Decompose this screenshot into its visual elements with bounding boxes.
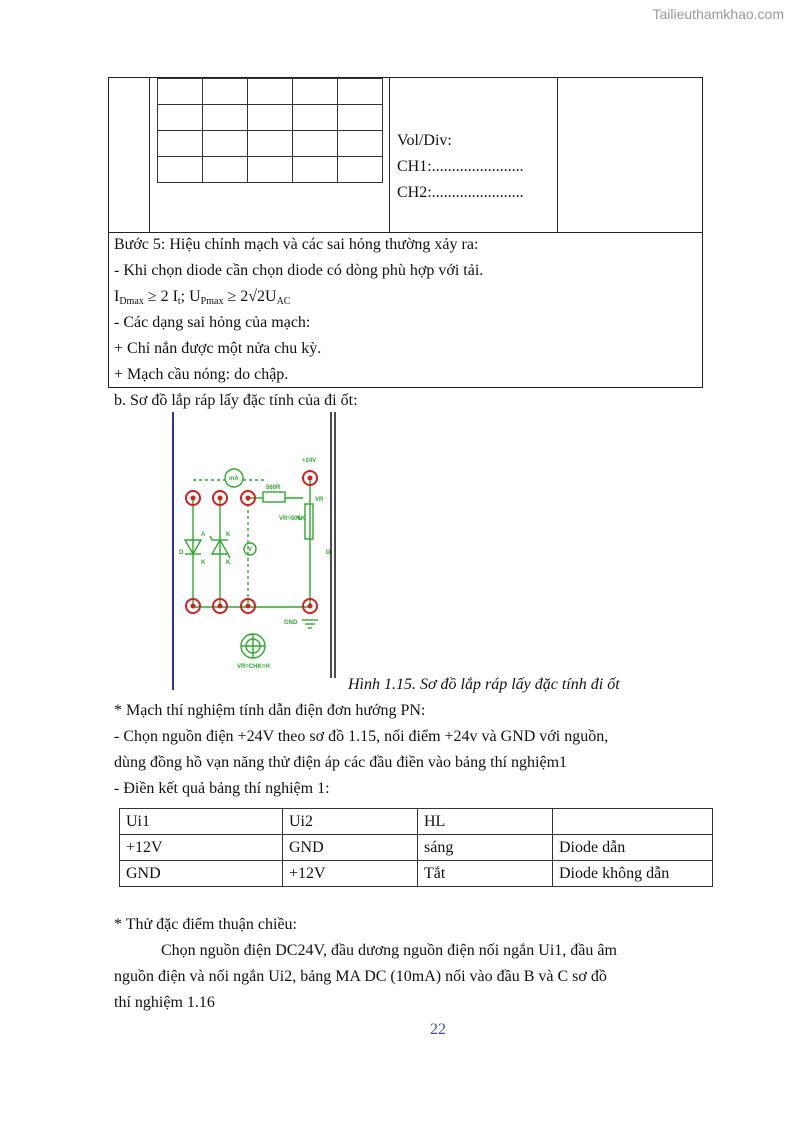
ch1-label: CH1:....................... [397, 158, 524, 175]
page-number: 22 [430, 1021, 446, 1038]
para-dc24v-2: nguồn điện và nối ngắn Ui2, bảng MA DC (10mA) nối vào đầu B và C sơ đồ [114, 968, 607, 985]
diode-circuit-diagram [165, 412, 340, 692]
step5-line3: - Các dạng sai hỏng của mạch: [114, 314, 311, 331]
para-dc24v-1: Chọn nguồn điện DC24V, đầu dương nguồn điện nối ngắn Ui1, đầu âm [161, 942, 617, 959]
label-right: D [326, 550, 331, 556]
label-ma: mA [229, 476, 239, 482]
label-k1: K [201, 560, 206, 566]
step5-line1: - Khi chọn diode cần chọn diode có dòng phù hợp với tải. [114, 262, 484, 279]
label-k4: K [226, 560, 231, 566]
table-row: GND +12V Tắt Diode không dẫn [120, 861, 713, 887]
label-vr: VR [315, 497, 324, 503]
label-24v: +24V [302, 458, 317, 464]
label-560r: 560R [266, 485, 281, 491]
table-header-row: Ui1 Ui2 HL [120, 809, 713, 835]
label-v: V [248, 547, 253, 553]
label-vr500: VR=500K [279, 516, 306, 522]
label-bottom: VR=CHK=H [237, 664, 270, 670]
ch2-label: CH2:....................... [397, 184, 524, 201]
oscilloscope-grid [157, 78, 383, 183]
para-pn: * Mạch thí nghiệm tính dẫn điện đơn hướng PN: [114, 702, 426, 719]
step5-line5: + Mạch cầu nóng: do chập. [114, 366, 289, 383]
watermark: Tailieuthamkhao.com [652, 6, 784, 22]
para-choose-source: - Chọn nguồn điện +24V theo sơ đồ 1.15, nối điểm +24v và GND với nguồn, [114, 728, 609, 745]
table-row: +12V GND sáng Diode dẫn [120, 835, 713, 861]
para-fill-table: - Điền kết quả bảng thí nghiệm 1: [114, 780, 330, 797]
label-a1: A [201, 532, 206, 538]
section-b-heading: b. Sơ đồ lắp ráp lấy đặc tính của đi ốt: [114, 392, 358, 409]
label-k3: K [226, 532, 231, 538]
label-gnd: GND [284, 620, 298, 626]
label-left: D [179, 550, 184, 556]
figure-caption: Hình 1.15. Sơ đồ lắp ráp lấy đặc tính đi ốt [348, 676, 620, 693]
result-table [119, 808, 713, 887]
step5-line4: + Chỉ nắn được một nửa chu kỳ. [114, 340, 322, 357]
para-forward-test: * Thử đặc điểm thuận chiều: [114, 916, 297, 933]
para-multimeter: dùng đồng hồ vạn năng thử điện áp các đầu điền vào bảng thí nghiệm1 [114, 754, 568, 771]
volt-div-label: Vol/Div: [397, 132, 452, 149]
para-dc24v-3: thí nghiệm 1.16 [114, 994, 215, 1011]
step5-formula: IDmax ≥ 2 It; UPmax ≥ 2√2UAC [114, 288, 291, 307]
step5-title: Bước 5: Hiệu chỉnh mạch và các sai hỏng thường xảy ra: [114, 236, 479, 253]
